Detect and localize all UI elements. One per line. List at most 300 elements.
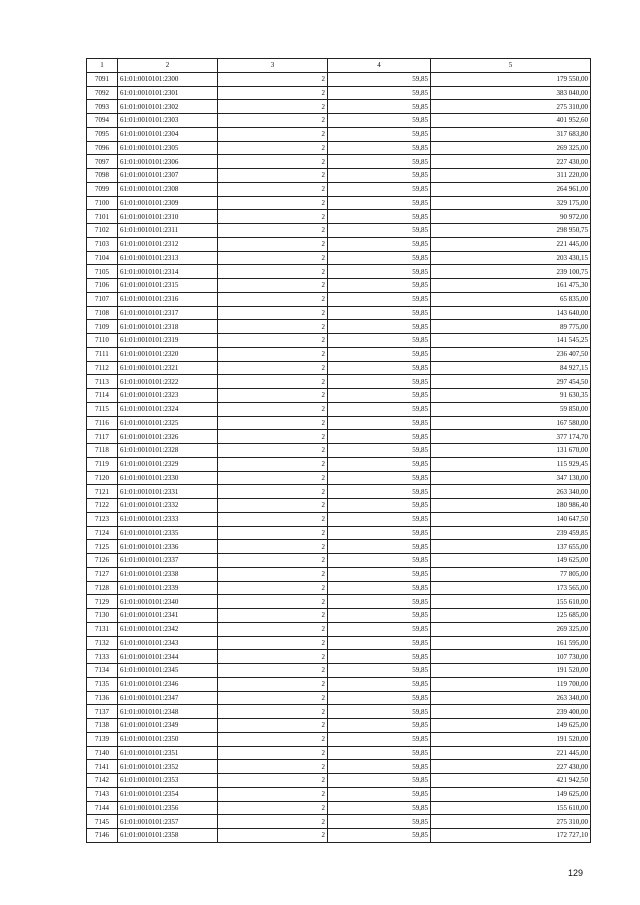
column-4-value: 59,85 <box>328 595 431 609</box>
cadastral-number: 61:01:0010101:2311 <box>118 224 218 238</box>
column-4-value: 59,85 <box>328 114 431 128</box>
table-row <box>87 581 591 595</box>
column-5-value: 149 625,00 <box>431 719 591 733</box>
column-4-value: 59,85 <box>328 554 431 568</box>
column-4-value: 59,85 <box>328 389 431 403</box>
column-5-value: 65 835,00 <box>431 292 591 306</box>
row-number: 7092 <box>87 86 118 100</box>
table-row <box>87 512 591 526</box>
column-3-value: 2 <box>218 719 328 733</box>
column-3-value: 2 <box>218 540 328 554</box>
column-4-value: 59,85 <box>328 677 431 691</box>
cadastral-number: 61:01:0010101:2346 <box>118 677 218 691</box>
row-number: 7102 <box>87 224 118 238</box>
column-4-value: 59,85 <box>328 705 431 719</box>
column-5-value: 140 647,50 <box>431 512 591 526</box>
column-4-value: 59,85 <box>328 732 431 746</box>
column-5-value: 149 625,00 <box>431 787 591 801</box>
cadastral-number: 61:01:0010101:2330 <box>118 471 218 485</box>
table-row <box>87 774 591 788</box>
cadastral-number: 61:01:0010101:2324 <box>118 402 218 416</box>
column-4-value: 59,85 <box>328 457 431 471</box>
cadastral-number: 61:01:0010101:2325 <box>118 416 218 430</box>
cadastral-number: 61:01:0010101:2351 <box>118 746 218 760</box>
column-4-value: 59,85 <box>328 746 431 760</box>
column-5-value: 203 430,15 <box>431 251 591 265</box>
column-5-value: 115 929,45 <box>431 457 591 471</box>
column-5-value: 172 727,10 <box>431 829 591 843</box>
table-row <box>87 334 591 348</box>
column-3-value: 2 <box>218 650 328 664</box>
cadastral-number: 61:01:0010101:2314 <box>118 265 218 279</box>
cadastral-number: 61:01:0010101:2308 <box>118 182 218 196</box>
row-number: 7110 <box>87 334 118 348</box>
column-3-value: 2 <box>218 224 328 238</box>
column-3-value: 2 <box>218 155 328 169</box>
column-3-value: 2 <box>218 691 328 705</box>
cadastral-number: 61:01:0010101:2312 <box>118 237 218 251</box>
column-5-value: 383 040,00 <box>431 86 591 100</box>
column-4-value: 59,85 <box>328 609 431 623</box>
table-row <box>87 416 591 430</box>
cadastral-number: 61:01:0010101:2333 <box>118 512 218 526</box>
column-4-value: 59,85 <box>328 471 431 485</box>
row-number: 7135 <box>87 677 118 691</box>
column-5-value: 167 580,00 <box>431 416 591 430</box>
row-number: 7134 <box>87 664 118 678</box>
column-3-value: 2 <box>218 265 328 279</box>
table-row <box>87 279 591 293</box>
column-3-value: 2 <box>218 664 328 678</box>
column-header-4: 4 <box>328 59 431 73</box>
column-3-value: 2 <box>218 141 328 155</box>
cadastral-number: 61:01:0010101:2343 <box>118 636 218 650</box>
column-5-value: 191 520,00 <box>431 664 591 678</box>
column-5-value: 317 683,80 <box>431 127 591 141</box>
column-3-value: 2 <box>218 801 328 815</box>
column-5-value: 269 325,00 <box>431 141 591 155</box>
column-4-value: 59,85 <box>328 320 431 334</box>
cadastral-number: 61:01:0010101:2300 <box>118 72 218 86</box>
data-table <box>86 58 591 843</box>
row-number: 7146 <box>87 829 118 843</box>
column-5-value: 141 545,25 <box>431 334 591 348</box>
cadastral-number: 61:01:0010101:2339 <box>118 581 218 595</box>
column-4-value: 59,85 <box>328 581 431 595</box>
column-3-value: 2 <box>218 746 328 760</box>
row-number: 7106 <box>87 279 118 293</box>
column-3-value: 2 <box>218 760 328 774</box>
cadastral-number: 61:01:0010101:2335 <box>118 526 218 540</box>
column-4-value: 59,85 <box>328 444 431 458</box>
page-number: 129 <box>567 868 583 878</box>
column-5-value: 264 961,00 <box>431 182 591 196</box>
cadastral-number: 61:01:0010101:2341 <box>118 609 218 623</box>
column-3-value: 2 <box>218 554 328 568</box>
row-number: 7101 <box>87 210 118 224</box>
cadastral-number: 61:01:0010101:2313 <box>118 251 218 265</box>
column-3-value: 2 <box>218 732 328 746</box>
column-3-value: 2 <box>218 210 328 224</box>
row-number: 7122 <box>87 499 118 513</box>
column-5-value: 161 475,30 <box>431 279 591 293</box>
column-4-value: 59,85 <box>328 636 431 650</box>
table-row <box>87 114 591 128</box>
column-5-value: 227 430,00 <box>431 760 591 774</box>
column-5-value: 221 445,00 <box>431 746 591 760</box>
column-4-value: 59,85 <box>328 650 431 664</box>
table-row <box>87 402 591 416</box>
row-number: 7091 <box>87 72 118 86</box>
row-number: 7133 <box>87 650 118 664</box>
cadastral-number: 61:01:0010101:2306 <box>118 155 218 169</box>
column-5-value: 77 805,00 <box>431 567 591 581</box>
row-number: 7127 <box>87 567 118 581</box>
column-3-value: 2 <box>218 444 328 458</box>
cadastral-number: 61:01:0010101:2356 <box>118 801 218 815</box>
row-number: 7136 <box>87 691 118 705</box>
row-number: 7137 <box>87 705 118 719</box>
column-3-value: 2 <box>218 430 328 444</box>
column-3-value: 2 <box>218 237 328 251</box>
column-3-value: 2 <box>218 182 328 196</box>
row-number: 7139 <box>87 732 118 746</box>
table-row <box>87 471 591 485</box>
column-3-value: 2 <box>218 526 328 540</box>
column-3-value: 2 <box>218 815 328 829</box>
column-3-value: 2 <box>218 471 328 485</box>
row-number: 7119 <box>87 457 118 471</box>
column-5-value: 173 565,00 <box>431 581 591 595</box>
column-4-value: 59,85 <box>328 540 431 554</box>
column-5-value: 137 655,00 <box>431 540 591 554</box>
column-3-value: 2 <box>218 829 328 843</box>
table-row <box>87 169 591 183</box>
column-3-value: 2 <box>218 169 328 183</box>
column-3-value: 2 <box>218 485 328 499</box>
row-number: 7132 <box>87 636 118 650</box>
column-5-value: 191 520,00 <box>431 732 591 746</box>
column-4-value: 59,85 <box>328 86 431 100</box>
table-row <box>87 86 591 100</box>
column-4-value: 59,85 <box>328 801 431 815</box>
column-4-value: 59,85 <box>328 100 431 114</box>
table-row <box>87 760 591 774</box>
column-4-value: 59,85 <box>328 279 431 293</box>
row-number: 7098 <box>87 169 118 183</box>
column-3-value: 2 <box>218 279 328 293</box>
column-3-value: 2 <box>218 787 328 801</box>
cadastral-number: 61:01:0010101:2303 <box>118 114 218 128</box>
column-3-value: 2 <box>218 320 328 334</box>
cadastral-number: 61:01:0010101:2338 <box>118 567 218 581</box>
cadastral-number: 61:01:0010101:2336 <box>118 540 218 554</box>
row-number: 7121 <box>87 485 118 499</box>
cadastral-number: 61:01:0010101:2331 <box>118 485 218 499</box>
table-row <box>87 251 591 265</box>
column-3-value: 2 <box>218 389 328 403</box>
column-4-value: 59,85 <box>328 567 431 581</box>
table-row <box>87 100 591 114</box>
table-row <box>87 526 591 540</box>
column-5-value: 131 670,00 <box>431 444 591 458</box>
table-row <box>87 829 591 843</box>
column-3-value: 2 <box>218 375 328 389</box>
row-number: 7095 <box>87 127 118 141</box>
column-3-value: 2 <box>218 609 328 623</box>
column-3-value: 2 <box>218 114 328 128</box>
column-5-value: 90 972,00 <box>431 210 591 224</box>
row-number: 7111 <box>87 347 118 361</box>
row-number: 7123 <box>87 512 118 526</box>
column-5-value: 107 730,00 <box>431 650 591 664</box>
column-header-2: 2 <box>118 59 218 73</box>
column-4-value: 59,85 <box>328 292 431 306</box>
column-3-value: 2 <box>218 402 328 416</box>
row-number: 7141 <box>87 760 118 774</box>
cadastral-number: 61:01:0010101:2316 <box>118 292 218 306</box>
table-row <box>87 567 591 581</box>
table-row <box>87 265 591 279</box>
column-3-value: 2 <box>218 705 328 719</box>
column-5-value: 236 407,50 <box>431 347 591 361</box>
column-4-value: 59,85 <box>328 361 431 375</box>
column-4-value: 59,85 <box>328 526 431 540</box>
table-row <box>87 457 591 471</box>
table-row <box>87 72 591 86</box>
cadastral-number: 61:01:0010101:2344 <box>118 650 218 664</box>
table-row <box>87 389 591 403</box>
table-row <box>87 430 591 444</box>
cadastral-number: 61:01:0010101:2309 <box>118 196 218 210</box>
column-5-value: 221 445,00 <box>431 237 591 251</box>
table-row <box>87 182 591 196</box>
column-5-value: 275 310,00 <box>431 815 591 829</box>
table-row <box>87 815 591 829</box>
column-5-value: 143 640,00 <box>431 306 591 320</box>
row-number: 7126 <box>87 554 118 568</box>
column-3-value: 2 <box>218 334 328 348</box>
row-number: 7094 <box>87 114 118 128</box>
table-row <box>87 141 591 155</box>
cadastral-number: 61:01:0010101:2348 <box>118 705 218 719</box>
column-4-value: 59,85 <box>328 430 431 444</box>
column-5-value: 155 610,00 <box>431 801 591 815</box>
row-number: 7140 <box>87 746 118 760</box>
column-4-value: 59,85 <box>328 251 431 265</box>
column-3-value: 2 <box>218 499 328 513</box>
table-row <box>87 196 591 210</box>
table-body <box>87 72 591 842</box>
column-3-value: 2 <box>218 774 328 788</box>
cadastral-number: 61:01:0010101:2358 <box>118 829 218 843</box>
cadastral-number: 61:01:0010101:2304 <box>118 127 218 141</box>
table-row <box>87 540 591 554</box>
table-row <box>87 677 591 691</box>
row-number: 7096 <box>87 141 118 155</box>
cadastral-number: 61:01:0010101:2349 <box>118 719 218 733</box>
column-4-value: 59,85 <box>328 224 431 238</box>
column-4-value: 59,85 <box>328 265 431 279</box>
cadastral-number: 61:01:0010101:2345 <box>118 664 218 678</box>
row-number: 7144 <box>87 801 118 815</box>
table-row <box>87 719 591 733</box>
column-5-value: 91 630,35 <box>431 389 591 403</box>
row-number: 7107 <box>87 292 118 306</box>
column-5-value: 297 454,50 <box>431 375 591 389</box>
column-5-value: 298 950,75 <box>431 224 591 238</box>
column-4-value: 59,85 <box>328 499 431 513</box>
cadastral-number: 61:01:0010101:2337 <box>118 554 218 568</box>
column-3-value: 2 <box>218 361 328 375</box>
column-3-value: 2 <box>218 196 328 210</box>
row-number: 7112 <box>87 361 118 375</box>
table-row <box>87 292 591 306</box>
cadastral-number: 61:01:0010101:2353 <box>118 774 218 788</box>
row-number: 7099 <box>87 182 118 196</box>
row-number: 7105 <box>87 265 118 279</box>
column-header-1: 1 <box>87 59 118 73</box>
column-header-5: 5 <box>431 59 591 73</box>
row-number: 7145 <box>87 815 118 829</box>
column-3-value: 2 <box>218 127 328 141</box>
cadastral-number: 61:01:0010101:2315 <box>118 279 218 293</box>
column-5-value: 401 952,60 <box>431 114 591 128</box>
table-row <box>87 622 591 636</box>
column-4-value: 59,85 <box>328 347 431 361</box>
column-4-value: 59,85 <box>328 402 431 416</box>
row-number: 7143 <box>87 787 118 801</box>
column-5-value: 180 986,40 <box>431 499 591 513</box>
column-4-value: 59,85 <box>328 485 431 499</box>
row-number: 7129 <box>87 595 118 609</box>
column-3-value: 2 <box>218 72 328 86</box>
column-5-value: 239 459,85 <box>431 526 591 540</box>
column-5-value: 227 430,00 <box>431 155 591 169</box>
column-3-value: 2 <box>218 622 328 636</box>
column-4-value: 59,85 <box>328 306 431 320</box>
column-5-value: 329 175,00 <box>431 196 591 210</box>
table-row <box>87 375 591 389</box>
table-row <box>87 224 591 238</box>
cadastral-number: 61:01:0010101:2326 <box>118 430 218 444</box>
table-row <box>87 306 591 320</box>
table-row <box>87 210 591 224</box>
row-number: 7138 <box>87 719 118 733</box>
table-row <box>87 237 591 251</box>
row-number: 7120 <box>87 471 118 485</box>
row-number: 7115 <box>87 402 118 416</box>
table-row <box>87 609 591 623</box>
row-number: 7100 <box>87 196 118 210</box>
column-3-value: 2 <box>218 636 328 650</box>
column-5-value: 89 775,00 <box>431 320 591 334</box>
column-4-value: 59,85 <box>328 155 431 169</box>
column-4-value: 59,85 <box>328 760 431 774</box>
column-4-value: 59,85 <box>328 622 431 636</box>
table-row <box>87 127 591 141</box>
table-row <box>87 485 591 499</box>
column-3-value: 2 <box>218 86 328 100</box>
column-3-value: 2 <box>218 347 328 361</box>
row-number: 7108 <box>87 306 118 320</box>
column-5-value: 275 310,00 <box>431 100 591 114</box>
row-number: 7093 <box>87 100 118 114</box>
cadastral-number: 61:01:0010101:2302 <box>118 100 218 114</box>
column-5-value: 269 325,00 <box>431 622 591 636</box>
table-row <box>87 787 591 801</box>
column-4-value: 59,85 <box>328 196 431 210</box>
cadastral-number: 61:01:0010101:2332 <box>118 499 218 513</box>
cadastral-number: 61:01:0010101:2357 <box>118 815 218 829</box>
cadastral-number: 61:01:0010101:2319 <box>118 334 218 348</box>
row-number: 7124 <box>87 526 118 540</box>
column-5-value: 179 550,00 <box>431 72 591 86</box>
column-3-value: 2 <box>218 100 328 114</box>
cadastral-number: 61:01:0010101:2342 <box>118 622 218 636</box>
column-5-value: 125 685,00 <box>431 609 591 623</box>
column-5-value: 421 942,50 <box>431 774 591 788</box>
cadastral-number: 61:01:0010101:2301 <box>118 86 218 100</box>
column-4-value: 59,85 <box>328 72 431 86</box>
row-number: 7130 <box>87 609 118 623</box>
table-row <box>87 664 591 678</box>
column-4-value: 59,85 <box>328 691 431 705</box>
table-row <box>87 705 591 719</box>
cadastral-number: 61:01:0010101:2322 <box>118 375 218 389</box>
cadastral-number: 61:01:0010101:2323 <box>118 389 218 403</box>
column-4-value: 59,85 <box>328 815 431 829</box>
cadastral-number: 61:01:0010101:2321 <box>118 361 218 375</box>
column-4-value: 59,85 <box>328 141 431 155</box>
column-3-value: 2 <box>218 512 328 526</box>
column-4-value: 59,85 <box>328 787 431 801</box>
row-number: 7114 <box>87 389 118 403</box>
cadastral-number: 61:01:0010101:2310 <box>118 210 218 224</box>
table-row <box>87 347 591 361</box>
table-row <box>87 732 591 746</box>
table-row <box>87 746 591 760</box>
cadastral-number: 61:01:0010101:2347 <box>118 691 218 705</box>
column-4-value: 59,85 <box>328 127 431 141</box>
row-number: 7116 <box>87 416 118 430</box>
table-row <box>87 320 591 334</box>
column-4-value: 59,85 <box>328 719 431 733</box>
cadastral-number: 61:01:0010101:2305 <box>118 141 218 155</box>
table-row <box>87 499 591 513</box>
column-5-value: 155 610,00 <box>431 595 591 609</box>
cadastral-number: 61:01:0010101:2329 <box>118 457 218 471</box>
column-4-value: 59,85 <box>328 664 431 678</box>
cadastral-number: 61:01:0010101:2317 <box>118 306 218 320</box>
row-number: 7142 <box>87 774 118 788</box>
table-row <box>87 361 591 375</box>
row-number: 7125 <box>87 540 118 554</box>
column-4-value: 59,85 <box>328 375 431 389</box>
column-header-3: 3 <box>218 59 328 73</box>
column-5-value: 149 625,00 <box>431 554 591 568</box>
column-5-value: 263 340,00 <box>431 691 591 705</box>
row-number: 7113 <box>87 375 118 389</box>
column-5-value: 59 850,00 <box>431 402 591 416</box>
column-3-value: 2 <box>218 595 328 609</box>
cadastral-number: 61:01:0010101:2350 <box>118 732 218 746</box>
column-3-value: 2 <box>218 292 328 306</box>
row-number: 7117 <box>87 430 118 444</box>
column-5-value: 119 700,00 <box>431 677 591 691</box>
table-header-row <box>87 59 591 73</box>
column-5-value: 377 174,70 <box>431 430 591 444</box>
